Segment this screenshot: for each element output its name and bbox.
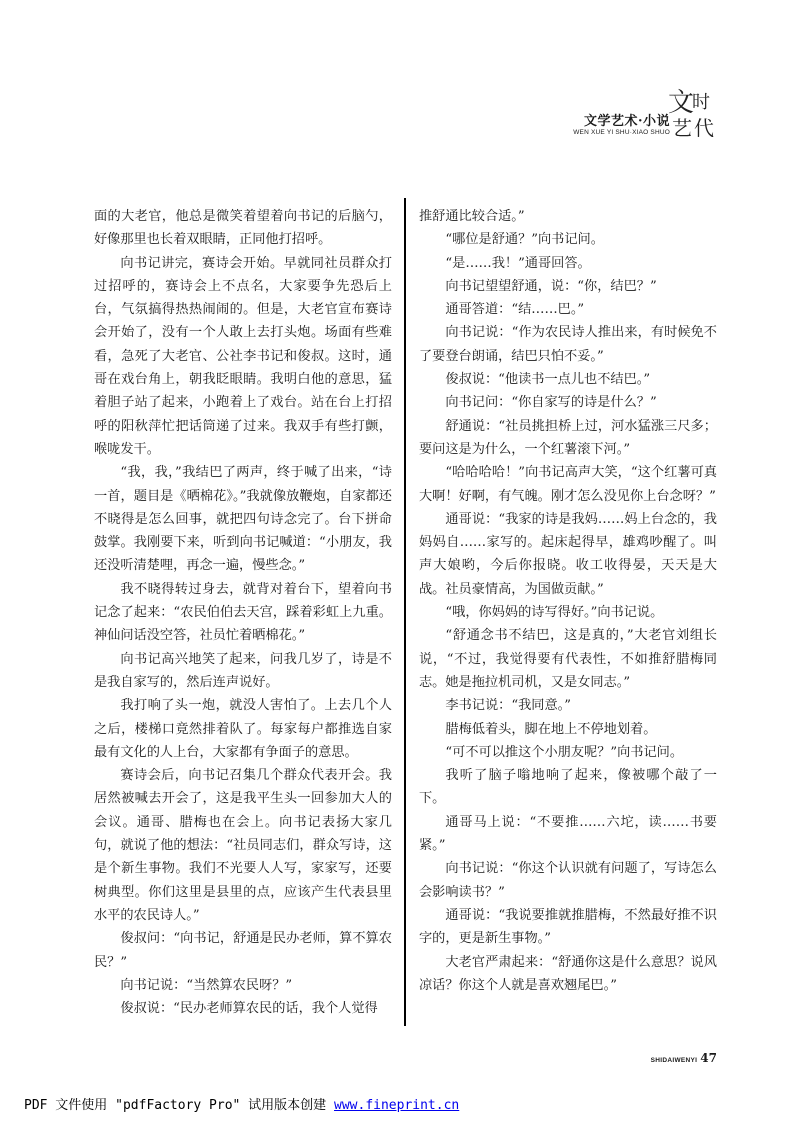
- paragraph: 赛诗会后，向书记召集几个群众代表开会。我居然被喊去开会了，这是我平生头一回参加大人的会议。通哥、腊梅也在会上。向书记表扬大家几句，就说了他的想法：“社员同志们，群众写诗，这是个新生事物。我们不光要人人写，家家写，还要树典型。你们这里是县里的点，应该产生代表县里水平的农民诗人。”: [94, 768, 392, 923]
- paragraph: “哦，你妈妈的诗写得好。”向书记说。: [445, 605, 664, 621]
- page-footer: [651, 1047, 717, 1066]
- paragraph: “我，我，”我结巴了两声，终于喊了出来，“诗一首，题目是《晒棉花》。”我就像放鞭炮，自家都还不晓得是怎么回事，就把四句诗念完了。台下拼命鼓掌。我刚要下来，听到向书记喊道：“小朋友，我还没听清楚哩，再念一遍，慢些念。”: [94, 465, 392, 574]
- paragraph: 通哥说：“我说要推就推腊梅，不然最好推不识字的，更是新生事物。”: [419, 907, 717, 947]
- paragraph: 我不晓得转过身去，就背对着台下，望着向书记念了起来：“农民伯伯去天宫，踩着彩虹上九重。神仙问话没空答，社员忙着晒棉花。”: [94, 581, 392, 644]
- watermark-text: PDF 文件使用 "pdfFactory Pro" 试用版本创建: [24, 1098, 335, 1113]
- logo-char-shi: 时: [692, 92, 710, 113]
- paragraph: 面的大老官，他总是微笑着望着向书记的后脑勺，好像那里也长着双眼睛，正同他打招呼。: [94, 209, 392, 248]
- right-text-column: [419, 205, 717, 997]
- paragraph: 俊叔问：“向书记，舒通是民办老师，算不算农民？”: [94, 931, 392, 970]
- page-number: 47: [700, 1051, 717, 1065]
- paragraph: 通哥答道：“结……巴。”: [445, 302, 585, 318]
- paragraph: 大老官严肃起来：“舒通你这是什么意思？说风凉话？你这个人就是喜欢翘尾巴。”: [419, 954, 717, 993]
- paragraph: 向书记说：“你这个认识就有问题了，写诗怎么会影响读书？”: [419, 861, 717, 900]
- column-divider: [404, 198, 406, 1026]
- paragraph: 通哥马上说：“不要推……六坨，读……书要紧。”: [419, 814, 717, 854]
- paragraph: 向书记望望舒通，说：“你，结巴？”: [445, 278, 657, 294]
- column-pinyin: WEN XUE YI SHU·XIAO SHUO: [573, 129, 670, 136]
- paragraph: 向书记说：“作为农民诗人推出来，有时候免不了要登台朗诵，结巴只怕不妥。”: [419, 325, 717, 364]
- logo-char-dai: 代: [694, 116, 714, 140]
- paragraph: 推舒通比较合适。”: [419, 209, 525, 224]
- watermark-link[interactable]: www.fineprint.cn: [334, 1098, 460, 1113]
- paragraph: 腊梅低着头，脚在地上不停地划着。: [445, 721, 657, 737]
- paragraph: “哪位是舒通？”向书记问。: [445, 232, 604, 248]
- paragraph: “舒通念书不结巴，这是真的，”大老官刘组长说，“不过，我觉得要有代表性，不如推舒腊梅同志。她是拖拉机司机，又是女同志。”: [419, 628, 717, 690]
- left-text-column: [94, 205, 392, 1020]
- logo-char-wen: 文: [668, 88, 695, 118]
- paragraph: 向书记高兴地笑了起来，问我几岁了，诗是不是我自家写的，然后连声说好。: [94, 651, 392, 690]
- footer-magazine-name: SHIDAIWENYI: [650, 1057, 698, 1064]
- paragraph: 舒通说：“社员挑担桥上过，河水猛涨三尺多；要问这是为什么，一个红薯滚下河。”: [419, 418, 717, 457]
- magazine-logo: [666, 90, 716, 142]
- paragraph: 我打响了头一炮，就没人害怕了。上去几个人之后，楼梯口竟然排着队了。每家每户都推选自家最有文化的人上台，大家都有争面子的意思。: [94, 698, 392, 760]
- paragraph: 我听了脑子嗡地响了起来，像被哪个敲了一下。: [419, 768, 717, 807]
- paragraph: 向书记问：“你自家写的诗是什么？”: [445, 395, 657, 411]
- column-title: 文学艺术·小说: [583, 114, 670, 129]
- paragraph: 俊叔说：“他读书一点儿也不结巴。”: [445, 372, 651, 388]
- paragraph: “可不可以推这个小朋友呢？”向书记问。: [445, 744, 684, 760]
- page-header: [560, 88, 730, 148]
- paragraph: 通哥说：“我家的诗是我妈……妈上台念的，我妈妈自……家写的。起床起得早，雄鸡吵醒了。叫声大娘哟，今后你报晓。收工收得晏，天天是大战。社员豪情高，为国做贡献。”: [419, 511, 717, 597]
- paragraph: 俊叔说：“民办老师算农民的话，我个人觉得: [120, 1001, 378, 1017]
- paragraph: 向书记说：“当然算农民呀？”: [120, 977, 293, 993]
- paragraph: 向书记讲完，赛诗会开始。早就同社员群众打过招呼的，赛诗会上不点名，大家要争先恐后上台，气氛搞得热热闹闹的。但是，大老官宣布赛诗会开始了，没有一个人敢上去打头炮。场面有些难看，急死了大老官、公社李书记和俊叔。这时，通哥在戏台角上，朝我眨眼睛。我明白他的意思，猛着胆子站了起来，小跑着上了戏台。站在台上打招呼的阳秋萍忙把话筒递了过来。我双手有些打颤，喉咙发干。: [94, 255, 392, 457]
- pdf-watermark: [24, 1094, 459, 1113]
- paragraph: “是……我！”通哥回答。: [445, 255, 591, 271]
- logo-char-yi: 艺: [672, 116, 692, 140]
- paragraph: “哈哈哈哈！”向书记高声大笑，“这个红薯可真大啊！好啊，有气魄。刚才怎么没见你上台念呀？”: [419, 465, 717, 504]
- paragraph: 李书记说：“我同意。”: [445, 698, 571, 714]
